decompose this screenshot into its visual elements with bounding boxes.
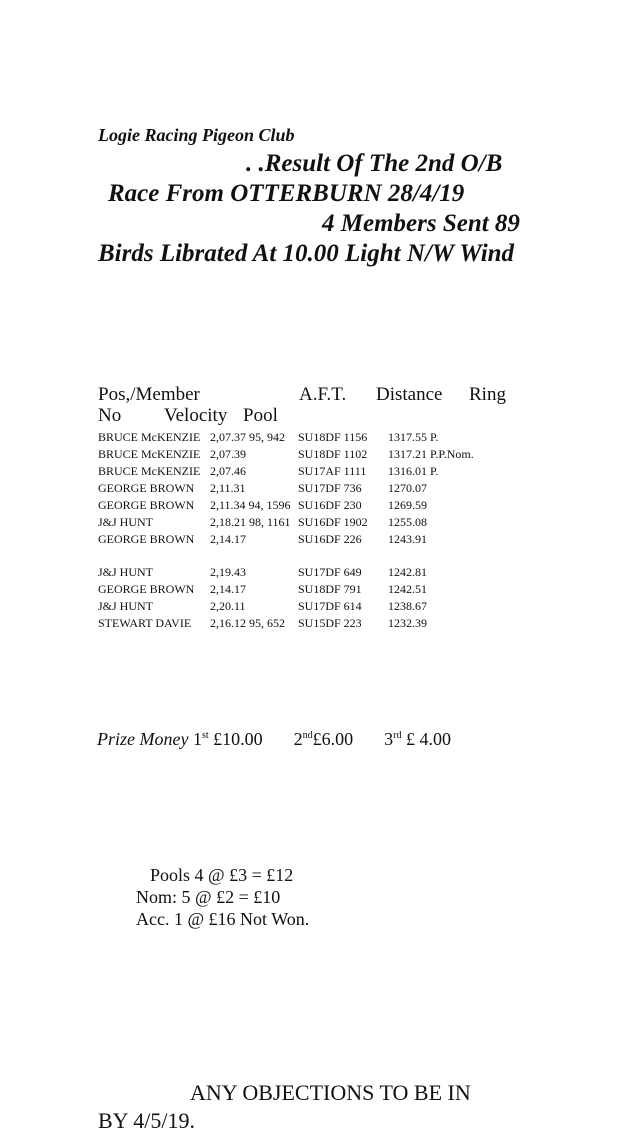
table-row bbox=[98, 565, 598, 582]
row-time: 2,11.31 bbox=[210, 481, 246, 495]
prize-money-label: Prize Money bbox=[97, 729, 189, 749]
headline-line-3: 4 Members Sent 89 bbox=[322, 210, 520, 237]
objections-line-2: BY 4/5/19. bbox=[98, 1108, 195, 1133]
row-velocity: 1316.01 P. bbox=[388, 464, 439, 478]
row-member: J&J HUNT bbox=[98, 599, 154, 613]
row-ring: SU16DF 226 bbox=[298, 532, 362, 546]
objections-line-1: ANY OBJECTIONS TO BE IN bbox=[190, 1080, 471, 1105]
row-member: GEORGE BROWN bbox=[98, 481, 195, 495]
row-velocity: 1317.55 P. bbox=[388, 430, 439, 444]
row-member: BRUCE McKENZIE bbox=[98, 430, 201, 444]
row-member: STEWART DAVIE bbox=[98, 616, 192, 630]
table-row bbox=[98, 599, 598, 616]
row-velocity: 1317.21 P.P.Nom. bbox=[388, 447, 474, 461]
header-no: No bbox=[98, 405, 122, 426]
row-member: GEORGE BROWN bbox=[98, 498, 195, 512]
header-distance: Distance bbox=[376, 384, 443, 405]
row-velocity: 1269.59 bbox=[388, 498, 427, 512]
row-time: 2,18.21 98, 1161 bbox=[210, 515, 291, 529]
row-time: 2,07.37 95, 942 bbox=[210, 430, 285, 444]
row-ring: SU17AF 1111 bbox=[298, 464, 367, 478]
header-pool: Pool bbox=[243, 405, 278, 426]
table-row bbox=[98, 464, 598, 481]
header-pos-member: Pos,/Member bbox=[98, 384, 200, 405]
row-velocity: 1255.08 bbox=[388, 515, 427, 529]
prize-second-num: 2 bbox=[293, 729, 303, 749]
table-row bbox=[98, 515, 598, 532]
row-member: J&J HUNT bbox=[98, 565, 154, 579]
table-row bbox=[98, 532, 598, 549]
row-velocity: 1242.51 bbox=[388, 582, 427, 596]
row-time: 2,16.12 95, 652 bbox=[210, 616, 285, 630]
prize-money bbox=[97, 729, 451, 750]
row-velocity: 1243.91 bbox=[388, 532, 427, 546]
prize-third-num: 3 bbox=[384, 729, 394, 749]
row-ring: SU17DF 649 bbox=[298, 565, 362, 579]
row-member: GEORGE BROWN bbox=[98, 582, 195, 596]
row-time: 2,14.17 bbox=[210, 532, 246, 546]
row-ring: SU15DF 223 bbox=[298, 616, 362, 630]
row-ring: SU17DF 736 bbox=[298, 481, 362, 495]
row-time: 2,07.39 bbox=[210, 447, 246, 461]
row-velocity: 1238.67 bbox=[388, 599, 427, 613]
row-time: 2,14.17 bbox=[210, 582, 246, 596]
row-ring: SU17DF 614 bbox=[298, 599, 362, 613]
prize-first-suffix: st bbox=[201, 730, 209, 741]
headline-line-1: . .Result Of The 2nd O/B bbox=[246, 150, 503, 177]
header-aft: A.F.T. bbox=[299, 384, 347, 405]
headline-line-2: Race From OTTERBURN 28/4/19 bbox=[108, 180, 465, 207]
row-ring: SU18DF 1102 bbox=[298, 447, 368, 461]
table-row bbox=[98, 498, 598, 515]
header-ring: Ring bbox=[469, 384, 506, 405]
row-ring: SU16DF 1902 bbox=[298, 515, 368, 529]
accumulator-line: Acc. 1 @ £16 Not Won. bbox=[136, 909, 310, 929]
headline-line-4: Birds Librated At 10.00 Light N/W Wind bbox=[98, 240, 515, 267]
row-time: 2,11.34 94, 1596 bbox=[210, 498, 291, 512]
row-member: BRUCE McKENZIE bbox=[98, 447, 201, 461]
row-ring: SU18DF 791 bbox=[298, 582, 362, 596]
prize-first-amount: £10.00 bbox=[213, 729, 263, 749]
row-velocity: 1242.81 bbox=[388, 565, 427, 579]
row-velocity: 1232.39 bbox=[388, 616, 427, 630]
row-time: 2,20.11 bbox=[210, 599, 246, 613]
row-time: 2,19.43 bbox=[210, 565, 246, 579]
row-ring: SU18DF 1156 bbox=[298, 430, 368, 444]
prize-second-amount: £6.00 bbox=[312, 729, 354, 749]
table-row bbox=[98, 582, 598, 599]
row-ring: SU16DF 230 bbox=[298, 498, 362, 512]
prize-third-amount: £ 4.00 bbox=[405, 729, 451, 749]
prize-second-suffix: nd bbox=[302, 730, 313, 741]
nominations-line: Nom: 5 @ £2 = £10 bbox=[136, 887, 281, 907]
table-row bbox=[98, 447, 598, 464]
row-member: BRUCE McKENZIE bbox=[98, 464, 201, 478]
row-member: J&J HUNT bbox=[98, 515, 154, 529]
club-name: Logie Racing Pigeon Club bbox=[98, 125, 295, 145]
prize-third-suffix: rd bbox=[393, 730, 402, 741]
table-row bbox=[98, 430, 598, 447]
pools-line: Pools 4 @ £3 = £12 bbox=[150, 865, 294, 885]
row-member: GEORGE BROWN bbox=[98, 532, 195, 546]
row-velocity: 1270.07 bbox=[388, 481, 427, 495]
table-row bbox=[98, 616, 598, 633]
prize-first-num: 1 bbox=[192, 729, 202, 749]
header-velocity: Velocity bbox=[164, 405, 228, 426]
table-row bbox=[98, 481, 598, 498]
row-time: 2,07.46 bbox=[210, 464, 246, 478]
